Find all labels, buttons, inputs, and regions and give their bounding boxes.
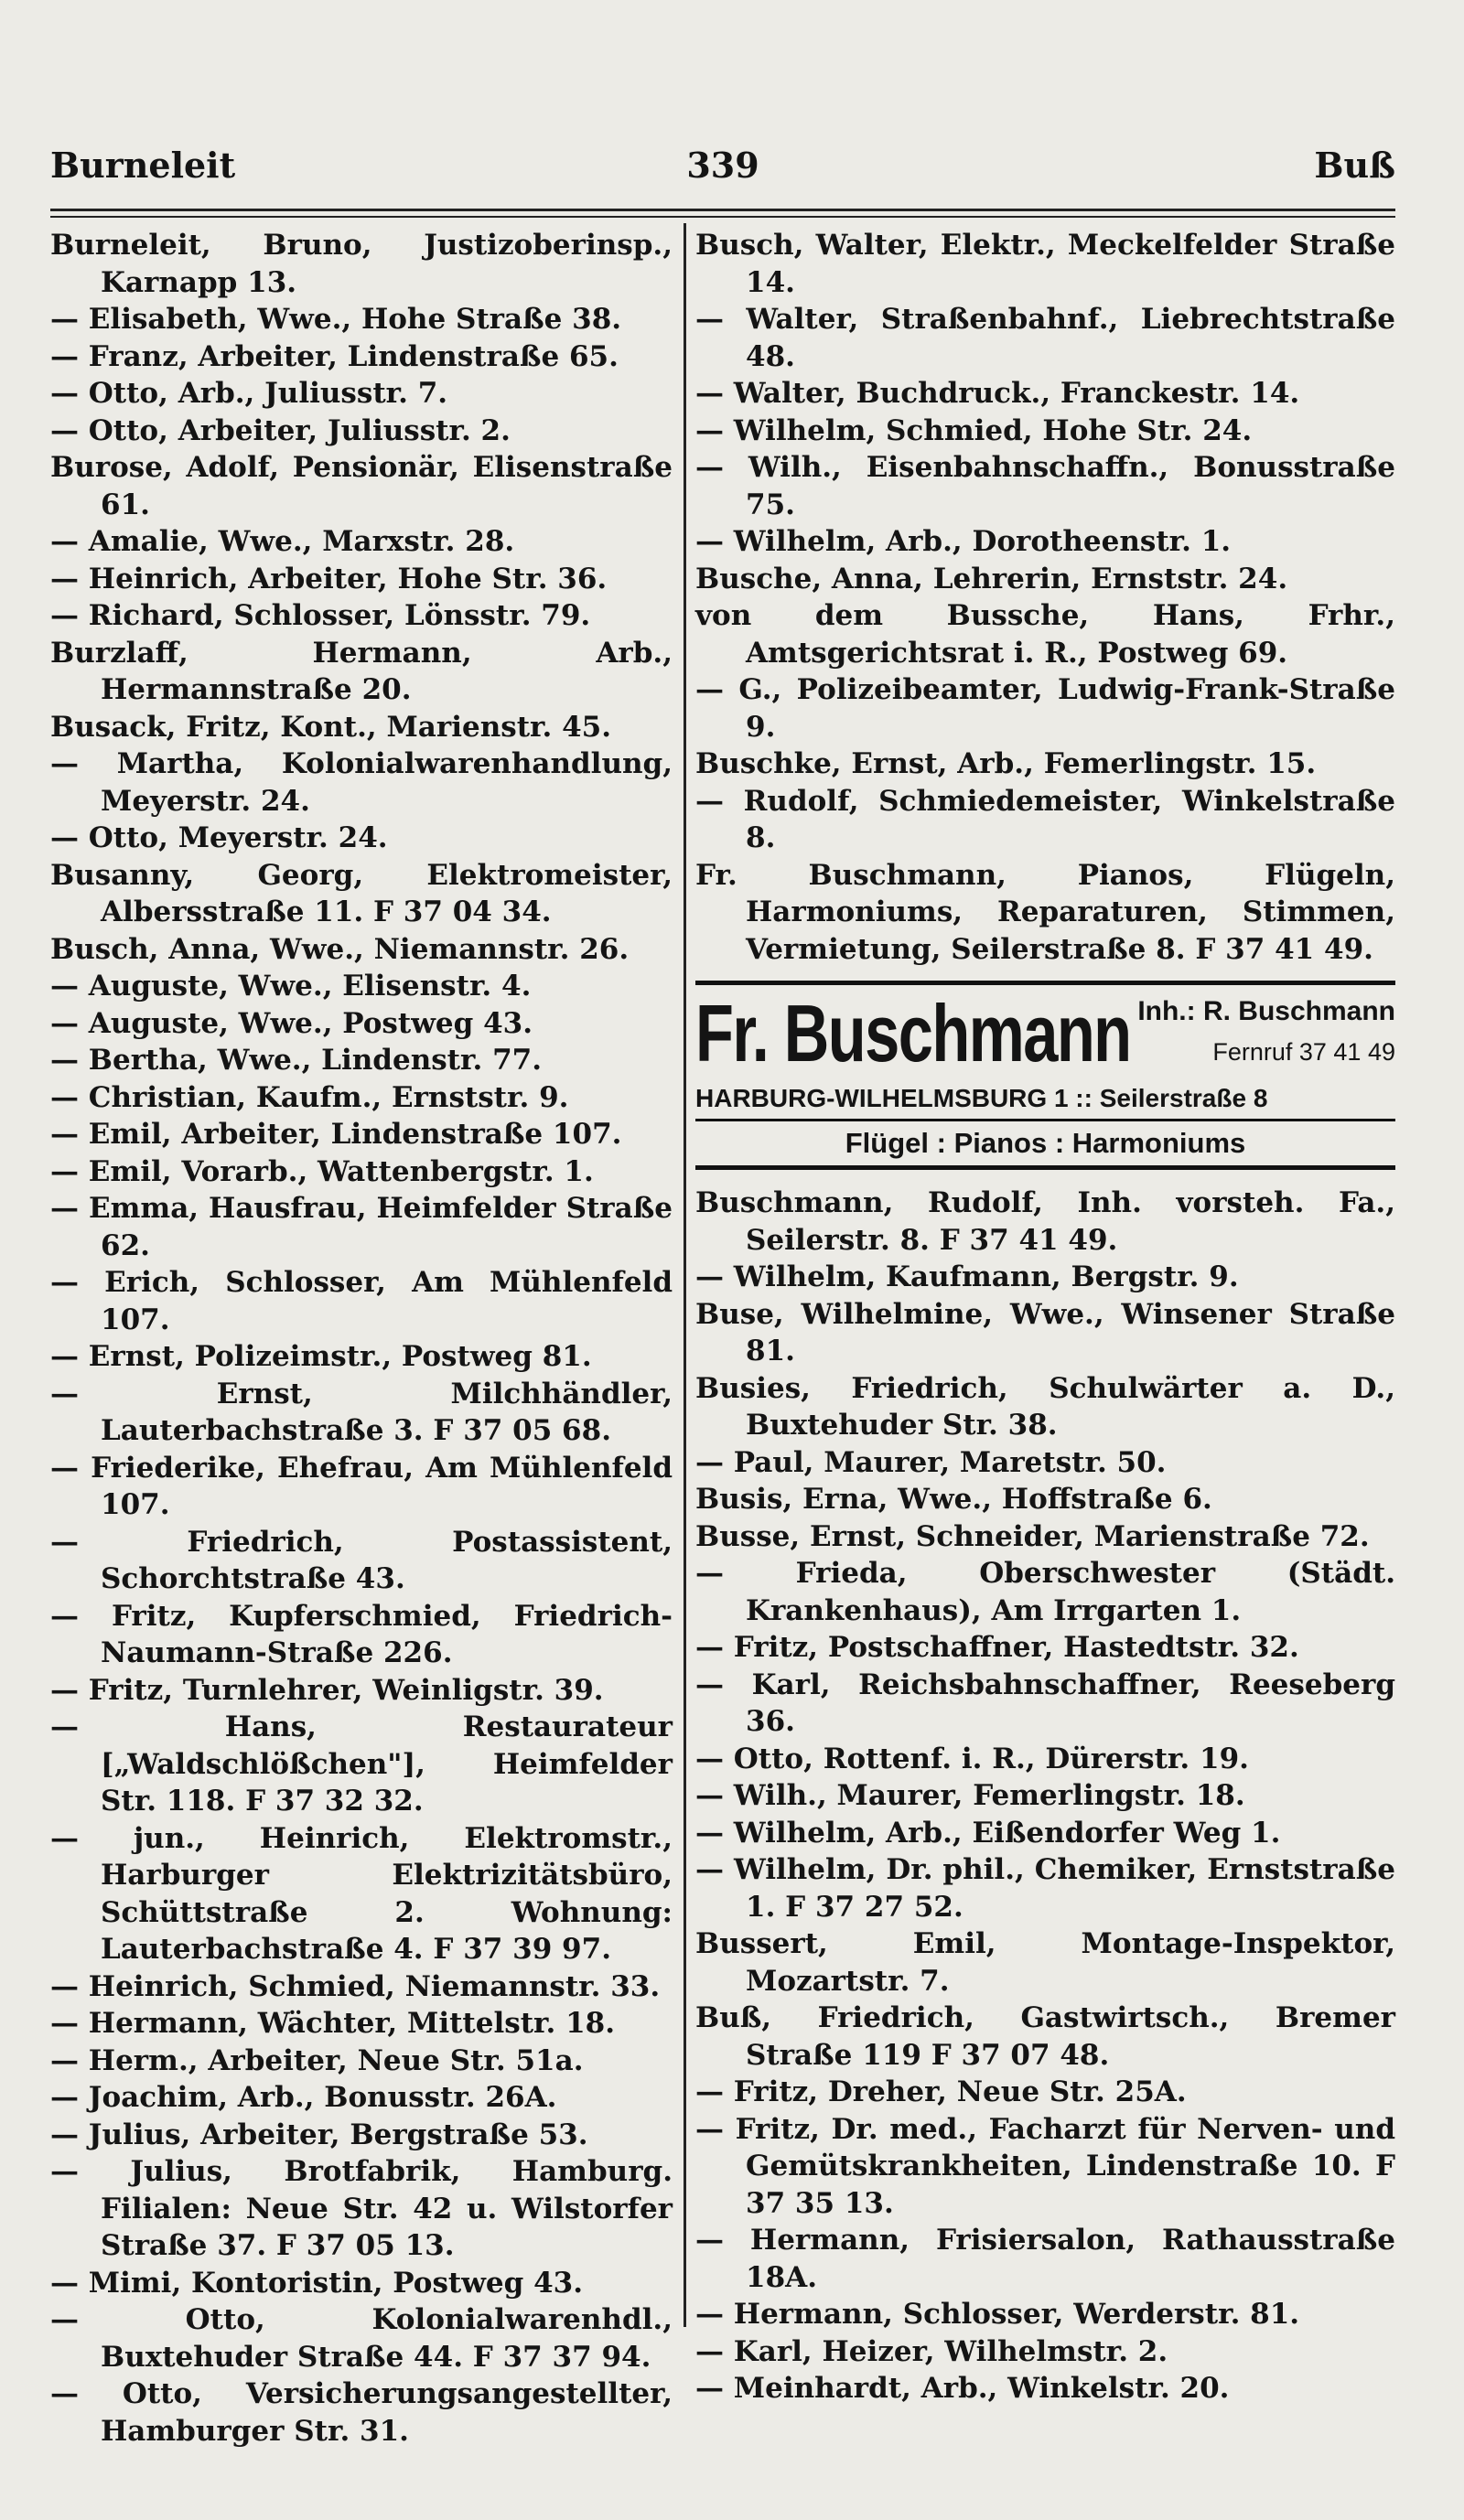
directory-entry: Busis, Erna, Wwe., Hoffstraße 6.: [695, 1483, 1212, 1516]
directory-entry: — Julius, Arbeiter, Bergstraße 53.: [50, 2118, 588, 2151]
directory-entry: — Franz, Arbeiter, Lindenstraße 65.: [50, 339, 619, 373]
directory-entry: — Christian, Kaufm., Ernststr. 9.: [50, 1080, 569, 1114]
directory-entry: — Friedrich, Postassistent, Schorchtstraße 43.: [50, 1525, 673, 1595]
directory-entry: Busanny, Georg, Elektromeister, Albersstraße 11. F 37 04 34.: [50, 858, 673, 928]
directory-entry: — G., Polizeibeamter, Ludwig-Frank-Straße 9.: [695, 673, 1395, 744]
header-left-keyword: Burneleit: [50, 145, 236, 186]
right-column: [695, 227, 1395, 2407]
directory-entry: — Otto, Meyerstr. 24.: [50, 821, 388, 854]
directory-entry: — Friederike, Ehefrau, Am Mühlenfeld 107.: [50, 1451, 673, 1521]
directory-entry: — Fritz, Kupferschmied, Friedrich-Naumann-Straße 226.: [50, 1599, 673, 1669]
directory-entry: — Hermann, Wächter, Mittelstr. 18.: [50, 2007, 616, 2040]
header-rule: [50, 209, 1395, 211]
directory-entry: Busack, Fritz, Kont., Marienstr. 45.: [50, 710, 612, 744]
directory-entry: — Ernst, Polizeimstr., Postweg 81.: [50, 1340, 592, 1373]
directory-entry: — Walter, Buchdruck., Franckestr. 14.: [695, 377, 1300, 410]
directory-entry: Busche, Anna, Lehrerin, Ernststr. 24.: [695, 562, 1288, 595]
directory-entry: Buschke, Ernst, Arb., Femerlingstr. 15.: [695, 747, 1317, 780]
directory-entry: — Hermann, Schlosser, Werderstr. 81.: [695, 2298, 1300, 2331]
directory-entry: Buschmann, Rudolf, Inh. vorsteh. Fa., Seilerstr. 8. F 37 41 49.: [695, 1186, 1395, 1257]
directory-entry: — Bertha, Wwe., Lindenstr. 77.: [50, 1044, 543, 1077]
directory-entry: — Meinhardt, Arb., Winkelstr. 20.: [695, 2372, 1230, 2405]
directory-entry: — Emil, Vorarb., Wattenbergstr. 1.: [50, 1154, 594, 1188]
directory-entry: — Heinrich, Arbeiter, Hohe Str. 36.: [50, 562, 608, 595]
directory-entry: — Wilhelm, Arb., Dorotheenstr. 1.: [695, 525, 1232, 558]
directory-entry: — Otto, Arb., Juliusstr. 7.: [50, 377, 448, 410]
directory-entry: — Wilhelm, Arb., Eißendorfer Weg 1.: [695, 1816, 1281, 1850]
directory-entry: Fr. Buschmann, Pianos, Flügeln, Harmoniums, Reparaturen, Stimmen, Vermietung, Seilerstraße 8. F 37 41 49.: [695, 858, 1395, 966]
directory-entry: — Wilhelm, Dr. phil., Chemiker, Ernststraße 1. F 37 27 52.: [695, 1853, 1395, 1924]
directory-entry: — Julius, Brotfabrik, Hamburg. Filialen: Neue Str. 42 u. Wilstorfer Straße 37. F 37 05 13.: [50, 2155, 673, 2262]
page-number: 339: [686, 145, 759, 186]
directory-entry: — Otto, Versicherungsangestellter, Hamburger Str. 31.: [50, 2377, 673, 2448]
directory-entry: — Fritz, Dreher, Neue Str. 25A.: [695, 2075, 1187, 2108]
directory-entry: — Erich, Schlosser, Am Mühlenfeld 107.: [50, 1266, 673, 1336]
directory-entry: Bussert, Emil, Montage-Inspektor, Mozartstr. 7.: [695, 1927, 1395, 1998]
left-column: [50, 227, 673, 2450]
directory-entry: Busse, Ernst, Schneider, Marienstraße 72.: [695, 1519, 1370, 1553]
directory-entry: — Fritz, Postschaffner, Hastedtstr. 32.: [695, 1631, 1299, 1664]
directory-entry: — Wilh., Maurer, Femerlingstr. 18.: [695, 1779, 1245, 1812]
directory-entry: — Frieda, Oberschwester (Städt. Krankenhaus), Am Irrgarten 1.: [695, 1557, 1395, 1627]
ad-brand: Fr. Buschmann: [695, 988, 1131, 1078]
directory-entry: — Otto, Arbeiter, Juliusstr. 2.: [50, 413, 511, 447]
directory-entry: Busies, Friedrich, Schulwärter a. D., Buxtehuder Str. 38.: [695, 1371, 1395, 1442]
directory-entry: — Auguste, Wwe., Postweg 43.: [50, 1006, 533, 1040]
header-rule-secondary: [50, 216, 1395, 218]
directory-entry: — Rudolf, Schmiedemeister, Winkelstraße 8.: [695, 784, 1395, 854]
directory-entry: — Karl, Heizer, Wilhelmstr. 2.: [695, 2334, 1168, 2368]
directory-entry: — Fritz, Dr. med., Facharzt für Nerven- und Gemütskrankheiten, Lindenstraße 10. F 37 35 13.: [695, 2112, 1395, 2220]
directory-entry: — Mimi, Kontoristin, Postweg 43.: [50, 2266, 584, 2300]
directory-entry: — Hermann, Frisiersalon, Rathausstraße 18A.: [695, 2224, 1395, 2294]
column-divider: [684, 223, 686, 2327]
directory-entry: — Hans, Restaurateur [„Waldschlößchen"], Heimfelder Str. 118. F 37 32 32.: [50, 1710, 673, 1818]
directory-entry: von dem Bussche, Hans, Frhr., Amtsgerichtsrat i. R., Postweg 69.: [695, 599, 1395, 670]
directory-entry: Buse, Wilhelmine, Wwe., Winsener Straße 81.: [695, 1297, 1395, 1367]
directory-entry: — Karl, Reichsbahnschaffner, Reeseberg 36.: [695, 1667, 1395, 1738]
directory-entry: Buß, Friedrich, Gastwirtsch., Bremer Straße 119 F 37 07 48.: [695, 2001, 1395, 2072]
directory-entry: — Martha, Kolonialwarenhandlung, Meyerstr. 24.: [50, 747, 673, 818]
directory-entry: Burose, Adolf, Pensionär, Elisenstraße 61.: [50, 451, 673, 521]
directory-entry: — Wilhelm, Kaufmann, Bergstr. 9.: [695, 1260, 1239, 1293]
directory-entry: — Emil, Arbeiter, Lindenstraße 107.: [50, 1118, 622, 1151]
directory-entry: Busch, Anna, Wwe., Niemannstr. 26.: [50, 932, 630, 966]
directory-entry: — jun., Heinrich, Elektromstr., Harburger Elektrizitätsbüro, Schüttstraße 2. Wohnung: Lauterbachstraße 4. F 37 39 97.: [50, 1821, 673, 1966]
directory-entry: — Emma, Hausfrau, Heimfelder Straße 62.: [50, 1192, 673, 1262]
directory-entry: Burneleit, Bruno, Justizoberinsp., Karnapp 13.: [50, 229, 673, 299]
directory-entry: — Ernst, Milchhändler, Lauterbachstraße 3. F 37 05 68.: [50, 1377, 673, 1447]
directory-entry: — Richard, Schlosser, Lönsstr. 79.: [50, 599, 591, 632]
directory-entry: Burzlaff, Hermann, Arb., Hermannstraße 20.: [50, 636, 673, 706]
directory-entry: — Herm., Arbeiter, Neue Str. 51a.: [50, 2043, 584, 2077]
directory-entry: — Paul, Maurer, Maretstr. 50.: [695, 1445, 1167, 1479]
ad-phone: Fernruf 37 41 49: [1212, 1038, 1395, 1066]
right-column-bottom: [695, 1185, 1395, 2407]
directory-entry: — Heinrich, Schmied, Niemannstr. 33.: [50, 1969, 661, 2003]
ad-goods: Flügel : Pianos : Harmoniums: [845, 1127, 1246, 1159]
directory-entry: — Otto, Rottenf. i. R., Dürerstr. 19.: [695, 1742, 1249, 1775]
advertisement: [695, 981, 1395, 1170]
directory-entry: — Fritz, Turnlehrer, Weinligstr. 39.: [50, 1673, 604, 1707]
page-header: [50, 145, 1395, 199]
right-column-top: [695, 227, 1395, 968]
directory-entry: — Elisabeth, Wwe., Hohe Straße 38.: [50, 303, 622, 336]
directory-entry: — Wilh., Eisenbahnschaffn., Bonusstraße 75.: [695, 451, 1395, 521]
directory-entry: — Auguste, Wwe., Elisenstr. 4.: [50, 970, 532, 1003]
directory-entry: — Walter, Straßenbahnf., Liebrechtstraße 48.: [695, 303, 1395, 373]
directory-entry: — Wilhelm, Schmied, Hohe Str. 24.: [695, 413, 1253, 447]
directory-entry: — Joachim, Arb., Bonusstr. 26A.: [50, 2081, 557, 2114]
header-right-keyword: Buß: [1314, 145, 1395, 186]
directory-entry: — Otto, Kolonialwarenhdl., Buxtehuder Straße 44. F 37 37 94.: [50, 2303, 673, 2374]
ad-owner: Inh.: R. Buschmann: [1137, 996, 1395, 1026]
ad-address: HARBURG-WILHELMSBURG 1 :: Seilerstraße 8: [695, 1080, 1395, 1121]
directory-entry: — Amalie, Wwe., Marxstr. 28.: [50, 525, 515, 558]
directory-entry: Busch, Walter, Elektr., Meckelfelder Straße 14.: [695, 229, 1395, 299]
